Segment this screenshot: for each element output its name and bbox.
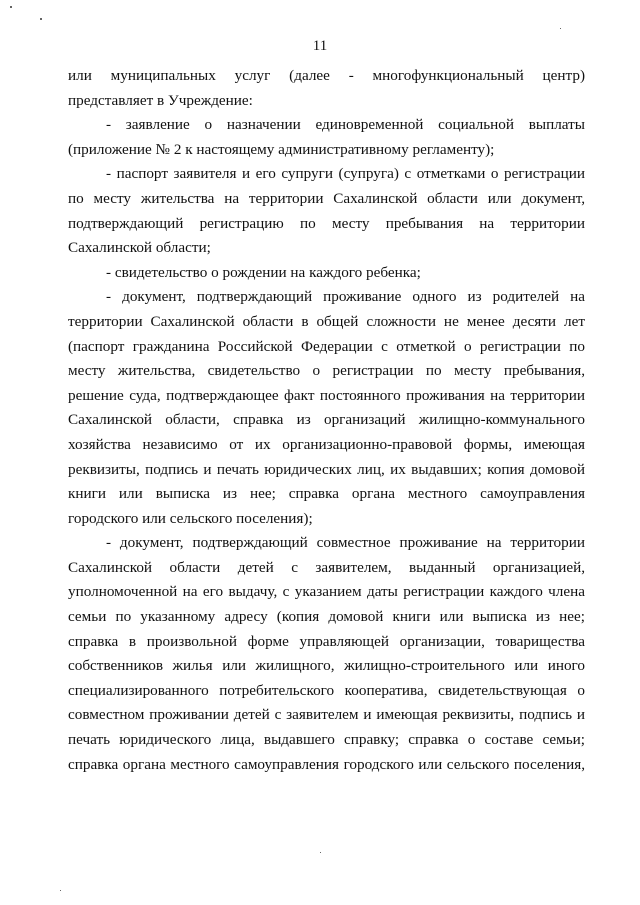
text-line-3: - заявление о назначении единовременной социальной выплаты <box>106 116 585 134</box>
text-line-16: хозяйства независимо от их организационно-правовой формы, имеющая <box>68 435 585 453</box>
text-line-28: печать юридического лица, выдавшего справку; справка о составе семьи; <box>68 731 585 749</box>
scan-speck <box>40 18 42 20</box>
scan-speck <box>60 890 61 891</box>
text-line-9: - свидетельство о рождении на каждого ребенка; <box>106 263 421 281</box>
document-body <box>68 64 585 777</box>
scan-speck <box>560 28 561 29</box>
text-line-26: специализированного потребительского кооператива, свидетельствующая о <box>68 681 585 699</box>
text-line-14: решение суда, подтверждающее факт постоянного проживания на территории <box>68 386 585 404</box>
text-line-19: городского или сельского поселения); <box>68 509 313 527</box>
text-line-1: или муниципальных услуг (далее - многофункциональный центр) <box>68 67 585 84</box>
text-line-4: (приложение № 2 к настоящему административному регламенту); <box>68 140 495 158</box>
text-line-29: справка органа местного самоуправления городского или сельского поселения, <box>68 755 585 773</box>
text-line-8: Сахалинской области; <box>68 239 211 257</box>
text-line-20: - документ, подтверждающий совместное проживание на территории <box>106 534 585 552</box>
text-line-13: месту жительства, свидетельство о регистрации по месту пребывания, <box>68 362 585 380</box>
text-line-7: подтверждающий регистрацию по месту пребывания на территории <box>68 214 585 232</box>
text-line-15: Сахалинской области, справка из организаций жилищно-коммунального <box>68 411 585 429</box>
scan-speck <box>10 6 12 8</box>
text-line-10: - документ, подтверждающий проживание одного из родителей на <box>106 288 585 306</box>
text-line-24: справка в произвольной форме управляющей организации, товарищества <box>68 632 585 650</box>
text-line-27: совместном проживании детей с заявителем и имеющая реквизиты, подпись и <box>68 706 585 724</box>
text-line-6: по месту жительства на территории Сахалинской области или документ, <box>68 189 585 207</box>
text-line-23: семьи по указанному адресу (копия домовой книги или выписка из нее; <box>68 608 585 626</box>
text-line-2: представляет в Учреждение: <box>68 91 253 109</box>
text-line-21: Сахалинской области детей с заявителем, выданный организацией, <box>68 558 585 576</box>
page-number: 11 <box>312 38 328 54</box>
text-line-5: - паспорт заявителя и его супруги (супруга) с отметками о регистрации <box>106 165 585 183</box>
scan-speck <box>320 852 321 853</box>
text-line-18: книги или выписка из нее; справка органа местного самоуправления <box>68 485 585 503</box>
text-line-25: собственников жилья или жилищного, жилищно-строительного или иного <box>68 657 585 675</box>
text-line-12: (паспорт гражданина Российской Федерации с отметкой о регистрации по <box>68 337 585 355</box>
text-line-22: уполномоченной на его выдачу, с указанием даты регистрации каждого члена <box>68 583 585 601</box>
text-line-11: территории Сахалинской области в общей сложности не менее десяти лет <box>68 312 585 330</box>
text-line-17: реквизиты, подпись и печать юридических лиц, их выдавших; копия домовой <box>68 460 585 478</box>
